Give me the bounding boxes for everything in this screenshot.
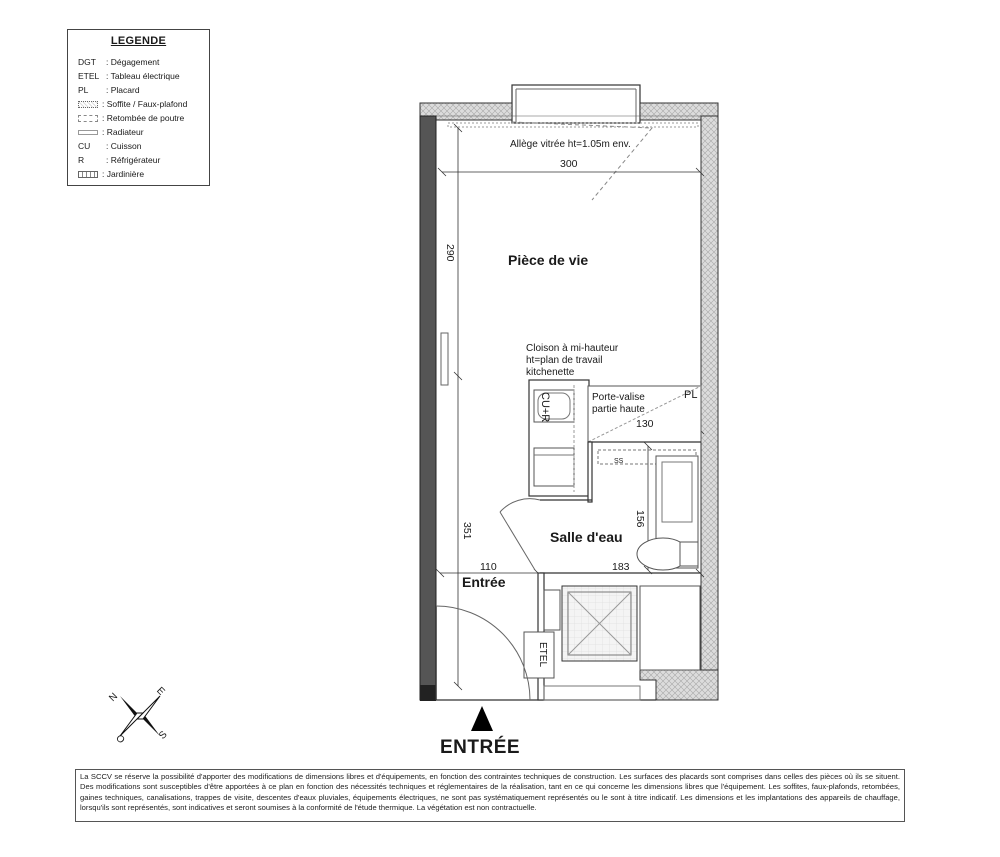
legend-item-radiateur: : Radiateur: [78, 127, 144, 137]
legend-item-dgt: DGT : Dégagement: [78, 57, 160, 67]
compass-o: O: [113, 732, 127, 747]
porte-valise-note-line2: partie haute: [592, 404, 645, 415]
room-label-piece-de-vie: Pièce de vie: [508, 252, 589, 268]
ss-label: SS: [614, 458, 624, 465]
cuisson-refrigerateur-label: CU+R: [539, 392, 551, 423]
dim-sde-height: 156: [634, 510, 646, 528]
cloison-note-line1: Cloison à mi-hauteur: [526, 343, 619, 354]
cloison-note-line2: ht=plan de travail: [526, 355, 603, 366]
left-wall-corner: [420, 685, 436, 701]
legend-item-cu: CU : Cuisson: [78, 141, 142, 151]
compass-s: S: [157, 729, 170, 742]
radiator: [441, 333, 448, 385]
legend-item-soffite: : Soffite / Faux-plafond: [78, 99, 187, 109]
dim-placard-width: 130: [636, 418, 654, 430]
compass-e: E: [154, 685, 167, 698]
shower: [562, 586, 637, 661]
etel-panel: [544, 590, 560, 630]
legend-item-pl: PL : Placard: [78, 85, 140, 95]
legend-title: LEGENDE: [110, 35, 167, 47]
dim-entree-width: 110: [480, 561, 497, 573]
room-label-entree: Entrée: [462, 574, 506, 590]
dim-sde-width: 183: [612, 561, 630, 573]
right-wall: [701, 116, 718, 670]
entrance-door: [436, 606, 530, 700]
window-swing: [512, 122, 652, 200]
cloison-note-line3: kitchenette: [526, 367, 575, 378]
legend-item-jardiniere: : Jardinière: [78, 169, 144, 179]
bottom-right-wall: [640, 670, 718, 700]
legend-item-retombee: : Retombée de poutre: [78, 113, 184, 123]
left-wall: [420, 116, 436, 700]
room-label-salle-d-eau: Salle d'eau: [550, 529, 623, 545]
dim-height-lower: 351: [461, 522, 473, 540]
compass-n: N: [107, 691, 121, 704]
entrance-arrow-icon: [471, 706, 493, 731]
legend-item-r: R : Réfrigérateur: [78, 155, 161, 165]
porte-valise-note-line1: Porte-valise: [592, 392, 645, 403]
gaine: [640, 586, 700, 670]
etel-label: ETEL: [537, 642, 548, 668]
disclaimer-text: La SCCV se réserve la possibilité d'apporter des modifications de dimensions libres et d'équipements, en fonction des contraintes techniques de construction. Les surfaces des placards sont comprises dans celles des pièces où ils se situent. Des modifications sont susceptibles d'être apportées à ce plan en fonction des nécessités techniques et réglementaires de la réalisation, tant en ce qui concerne les dimensions libres que l'équipement. Les soffites, faux-plafonds, retombées, gaines techniques, canalisations, trappes de visite, descentes d'eaux pluviales, équipements électriques, ne sont pas systématiquement représentés ou le sont à titre indicatif. Les dimensions et les implantations des appareils de chauffage, lorsqu'ils sont représentés, sont indicatives et seront soumises à la conformité de l'étude thermique. La végétation est non contractuelle.: [75, 769, 905, 822]
allege-note: Allège vitrée ht=1.05m env.: [510, 139, 631, 150]
entrance-label: ENTRÉE: [440, 737, 521, 758]
compass-icon: [120, 696, 160, 736]
placard-label: PL: [684, 389, 698, 401]
dim-width-top: 300: [560, 158, 578, 170]
legend-item-etel: ETEL : Tableau électrique: [78, 71, 180, 81]
window-frame: [512, 85, 640, 123]
bottom-window: [544, 686, 640, 700]
kitchenette: [529, 380, 589, 496]
dim-height-upper: 290: [444, 244, 456, 262]
